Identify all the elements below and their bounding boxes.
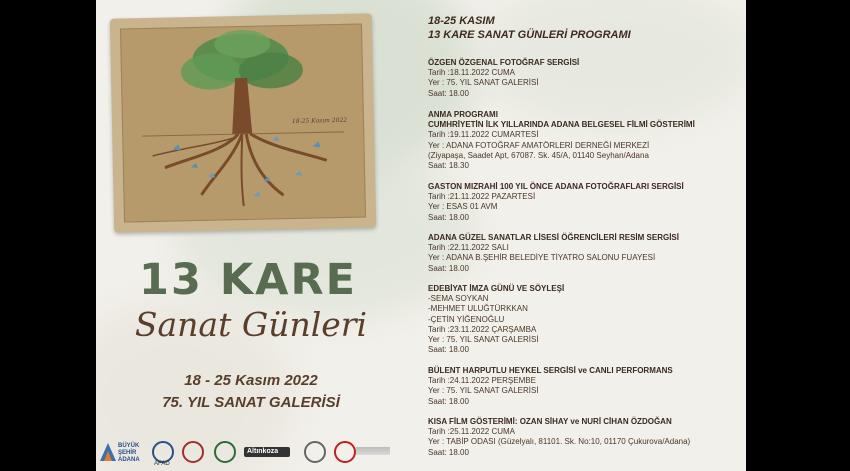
buyuksehir-logo-icon <box>98 441 118 463</box>
event-title: ANMA PROGRAMI <box>428 110 498 119</box>
green-seal-logo-icon <box>214 441 236 463</box>
event-title: EDEBİYAT İMZA GÜNÜ VE SÖYLEŞİ <box>428 284 565 293</box>
photo-caption: 18-25 Kasım 2022 <box>291 116 348 125</box>
event-time: Saat: 18.00 <box>428 263 469 273</box>
event-place: Yer : ADANA B.ŞEHİR BELEDİYE TİYATRO SALONU FUAYESİ <box>428 253 656 263</box>
event-date: Tarih :24.11.2022 PERŞEMBE <box>428 376 536 386</box>
speaker-name: -SEMA SOYKAN <box>428 294 489 304</box>
event-date: Tarih :19.11.2022 CUMARTESİ <box>428 130 539 140</box>
event-title: BÜLENT HARPUTLU HEYKEL SERGİSİ ve CANLI PERFORMANS <box>428 366 673 375</box>
speaker-name: -MEHMET ULUĞTÜRKKAN <box>428 304 528 314</box>
event-item <box>428 233 746 274</box>
event-place: Yer : TABİP ODASI (Güzelyalı, 81101. Sk. No:10, 01170 Çukurova/Adana) <box>428 437 691 447</box>
event-time: Saat: 18.00 <box>428 447 469 457</box>
vintage-tree-photo <box>110 13 376 232</box>
event-item <box>428 366 746 407</box>
small-print-logo <box>356 447 390 455</box>
event-item <box>428 182 746 223</box>
program-date-range: 18-25 KASIM <box>428 15 495 27</box>
event-time: Saat: 18.00 <box>428 345 469 355</box>
event-place: Yer : ADANA FOTOĞRAF AMATÖRLERİ DERNEĞİ MERKEZİ <box>428 140 650 150</box>
event-title: ADANA GÜZEL SANATLAR LİSESİ ÖĞRENCİLERİ RESİM SERGİSİ <box>428 233 679 242</box>
event-date: Tarih :22.11.2022 SALI <box>428 243 509 253</box>
altinkoza-logo-text: Altınkoza <box>247 448 279 455</box>
speaker-name: -ÇETİN YİĞENOĞLU <box>428 314 505 324</box>
event-date: Tarih :21.11.2022 PAZARTESİ <box>428 192 536 202</box>
event-title: GASTON MIZRAHİ 100 YIL ÖNCE ADANA FOTOĞRAFLARI SERGİSİ <box>428 182 684 191</box>
event-time: Saat: 18.00 <box>428 396 469 406</box>
event-address: (Ziyapaşa, Saadet Apt, 67087. Sk. 45/A, 01140 Seyhan/Adana <box>428 150 649 160</box>
program-header <box>428 14 631 42</box>
poster-dates: 18 - 25 Kasım 2022 <box>184 372 318 389</box>
poster-subtitle: Sanat Günleri <box>134 305 368 344</box>
event-subtitle: CUMHRİYETİN İLK YILLARINDA ADANA BELGESEL FİLMİ GÖSTERİMİ <box>428 120 695 130</box>
poster-venue: 75. YIL SANAT GALERİSİ <box>162 394 340 411</box>
event-date: Tarih :18.11.2022 CUMA <box>428 68 516 78</box>
program-title: 13 KARE SANAT GÜNLERİ PROGRAMI <box>428 29 631 41</box>
event-item <box>428 284 746 355</box>
event-item <box>428 110 746 171</box>
afad-logo-text: AFAD <box>154 461 170 467</box>
poster-title: 13 KARE <box>139 255 357 305</box>
event-title: KISA FİLM GÖSTERİMİ: OZAN SİHAY ve NURİ CİHAN ÖZDOĞAN <box>428 417 672 426</box>
event-date: Tarih :23.11.2022 ÇARŞAMBA <box>428 324 537 334</box>
event-place: Yer : 75. YIL SANAT GALERİSİ <box>428 335 539 345</box>
event-title: ÖZGEN ÖZGENAL FOTOĞRAF SERGİSİ <box>428 58 580 67</box>
emblem-logo-icon <box>304 441 326 463</box>
event-place: Yer : ESAS 01 AVM <box>428 202 498 212</box>
tree-illustration-icon <box>110 13 376 232</box>
seal-logo-icon <box>182 441 204 463</box>
afad-logo-icon <box>152 441 174 463</box>
buyuksehir-logo-text: BÜYÜK ŞEHİR ADANA <box>118 443 140 463</box>
event-item <box>428 58 746 99</box>
event-place: Yer : 75. YIL SANAT GALERİSİ <box>428 386 539 396</box>
event-date: Tarih :25.11.2022 CUMA <box>428 427 516 437</box>
sponsor-logos <box>98 437 398 467</box>
event-poster <box>96 0 746 471</box>
red-seal-logo-icon <box>334 441 356 463</box>
event-time: Saat: 18.00 <box>428 212 469 222</box>
event-place: Yer : 75. YIL SANAT GALERİSİ <box>428 78 539 88</box>
event-time: Saat: 18.30 <box>428 161 469 171</box>
event-item <box>428 417 746 458</box>
event-time: Saat: 18.00 <box>428 88 469 98</box>
